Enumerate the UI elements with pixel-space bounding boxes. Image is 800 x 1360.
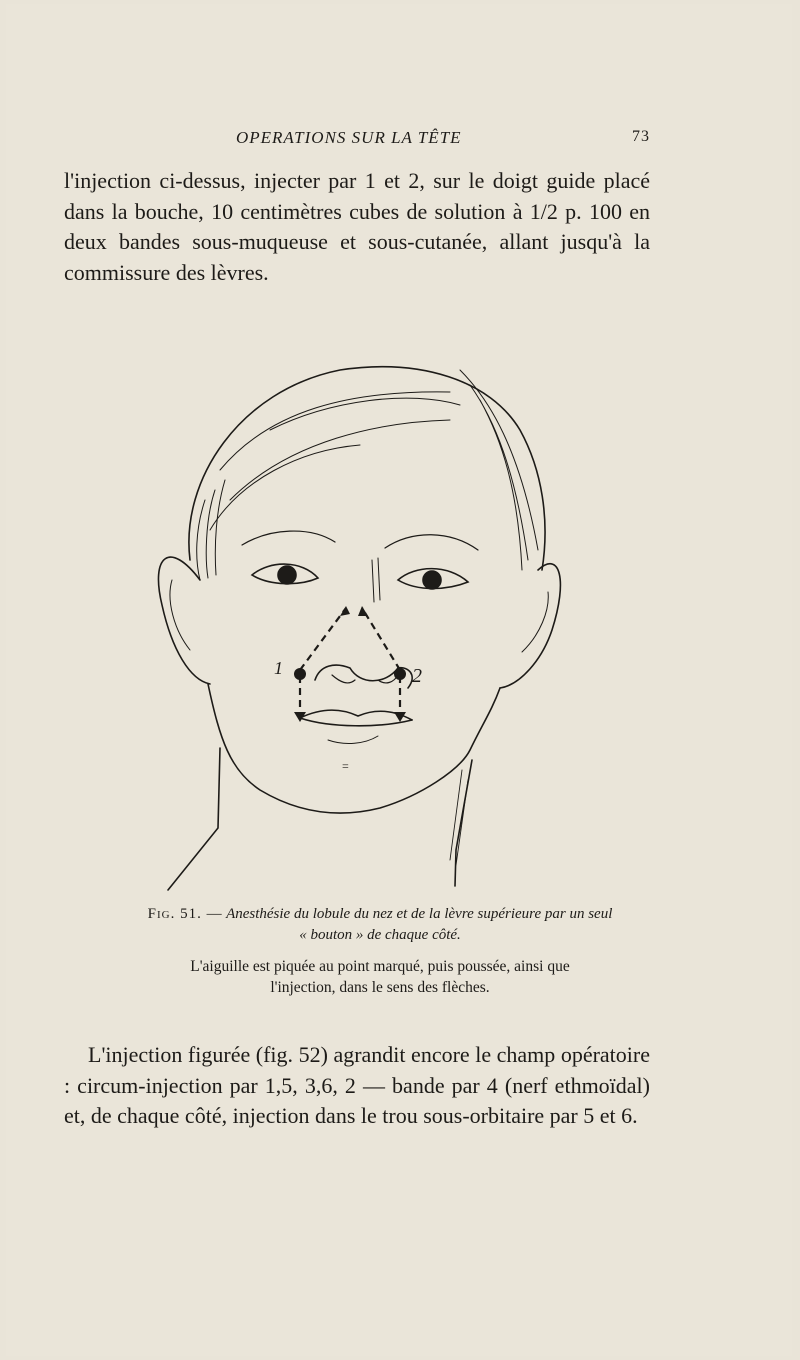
figure-number: Fig. 51. — <box>147 906 223 922</box>
left-ear <box>158 557 210 684</box>
arrowhead-apex-right <box>358 606 368 616</box>
hair-left-lines <box>197 480 225 580</box>
right-ear <box>500 564 560 688</box>
injection-point-2 <box>394 668 406 680</box>
figure-mark: = <box>342 759 349 773</box>
arrow-left-to-apex <box>300 608 346 670</box>
injection-point-1 <box>294 668 306 680</box>
neck-left <box>168 748 220 890</box>
figure-caption-title <box>100 904 660 946</box>
face-illustration <box>150 330 570 900</box>
page-header <box>0 128 800 152</box>
arrow-right-to-apex <box>362 608 400 670</box>
hair-right-lines <box>460 370 538 570</box>
hair-lines <box>210 392 460 530</box>
upper-lip <box>300 710 412 720</box>
caption-title-line1: Anesthésie du lobule du nez et de la lèvre supérieure par un seul <box>226 906 613 922</box>
arrowhead-left-down <box>294 712 306 722</box>
hair-outline <box>189 367 545 570</box>
figure-caption-description <box>100 956 660 998</box>
page-number: 73 <box>632 128 650 145</box>
figure-label-2: 2 <box>412 665 422 687</box>
paragraph-continuation: l'injection ci-dessus, injecter par 1 et 2, sur le doigt guide placé dans la bouche, 10 centimètres cubes de solution à 1/2 p. 100 en deux bandes sous-muqueuse et sous-cutanée, allant jusqu'à la commissure des lèvres. <box>64 168 650 285</box>
lower-lip <box>300 718 412 726</box>
face-outline <box>208 684 500 813</box>
chin-line <box>328 736 378 743</box>
neck-right <box>455 760 472 886</box>
arrowhead-apex-left <box>340 606 350 616</box>
left-eyebrow <box>242 531 335 545</box>
caption-title-line2: « bouton » de chaque côté. <box>299 927 461 943</box>
right-eyebrow <box>385 535 478 550</box>
running-head: OPERATIONS SUR LA TÊTE <box>236 128 462 147</box>
figure-label-1: 1 <box>274 658 283 678</box>
caption-desc-line1: L'aiguille est piquée au point marqué, puis poussée, ainsi que <box>190 958 570 975</box>
paragraph-fig52: L'injection figurée (fig. 52) agrandit encore le champ opératoire : circum-injection par 1,5, 3,6, 2 — bande par 4 (nerf ethmoïdal) et, de chaque côté, injection dans le trou sous-orbitaire par 5 et 6. <box>64 1042 650 1128</box>
nose-bridge <box>372 558 380 602</box>
caption-desc-line2: l'injection, dans le sens des flèches. <box>270 979 490 996</box>
